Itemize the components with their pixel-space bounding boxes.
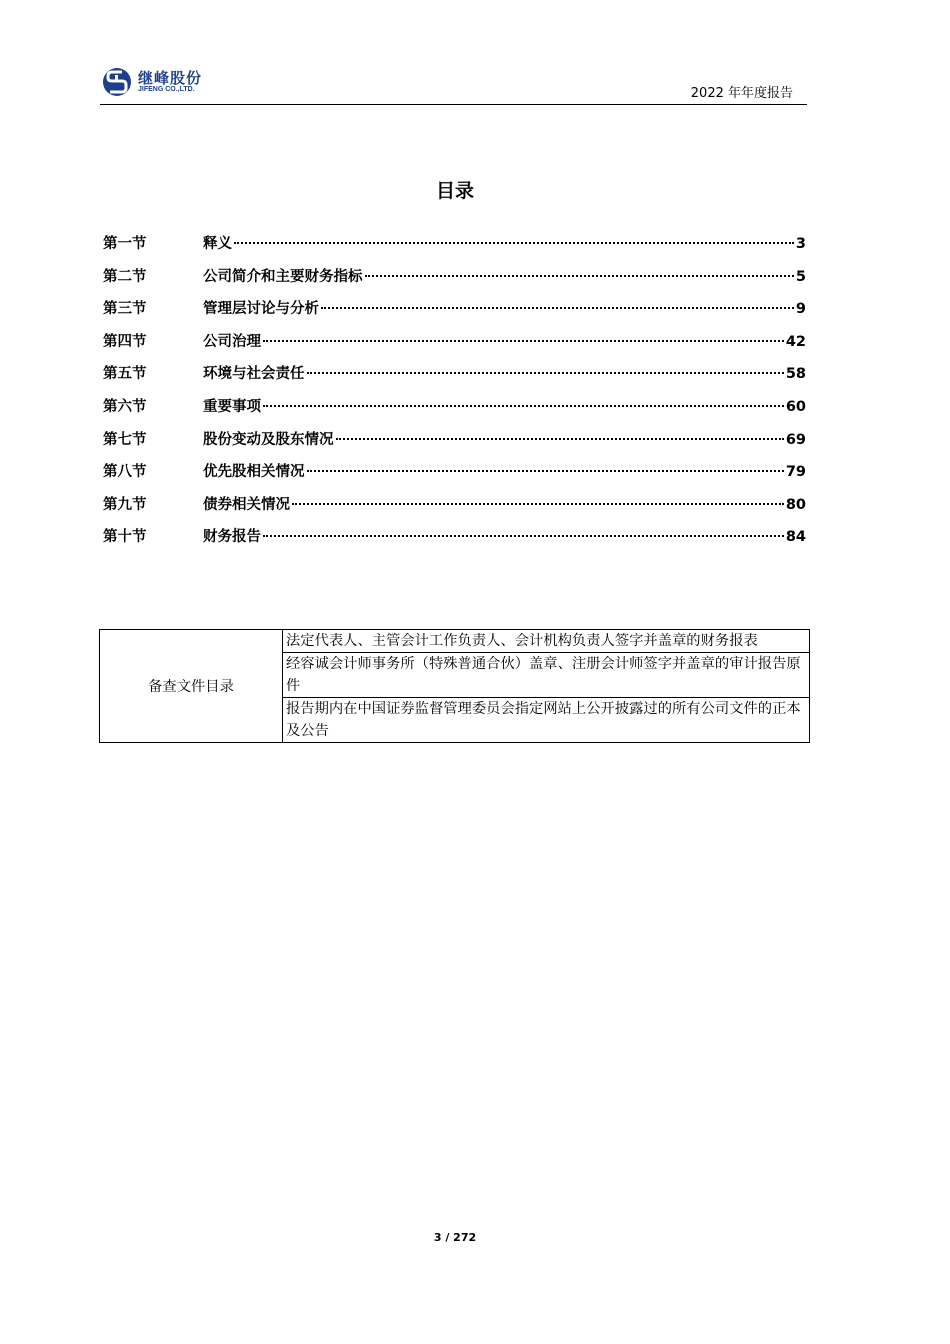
toc-section-number: 第一节: [103, 236, 147, 252]
toc-entry[interactable]: [103, 525, 806, 558]
page-number: 3 / 272: [433, 1231, 477, 1244]
logo-chinese-name: 继峰股份: [138, 69, 203, 87]
toc-section-name: 股份变动及股东情况: [203, 431, 334, 448]
toc-section-number: 第十节: [103, 529, 147, 546]
toc-page-number: 69: [785, 431, 806, 448]
toc-page-number: 60: [785, 398, 806, 415]
toc-leader-dots: [292, 503, 784, 505]
toc-page-number: 42: [785, 333, 806, 350]
toc-section-name: 管理层讨论与分析: [203, 301, 319, 318]
toc-page-number: 58: [785, 366, 806, 383]
reference-documents-table: [99, 629, 810, 743]
toc-section-name: 环境与社会责任: [203, 366, 305, 383]
report-title: 2022 年年度报告: [690, 86, 793, 101]
toc-leader-dots: [336, 438, 784, 440]
toc-page-number: 3: [795, 236, 806, 252]
toc-leader-dots: [307, 470, 784, 472]
toc-section-number: 第五节: [103, 366, 147, 383]
toc-leader-dots: [307, 372, 784, 374]
toc-section-name: 公司治理: [203, 333, 261, 350]
toc-title: 目录: [435, 180, 474, 202]
toc-entry[interactable]: [103, 265, 806, 298]
toc-section-number: 第四节: [103, 333, 147, 350]
toc-section-name: 公司简介和主要财务指标: [203, 268, 363, 285]
toc-section-number: 第二节: [103, 268, 147, 285]
toc-leader-dots: [234, 242, 794, 244]
toc-page-number: 9: [795, 301, 806, 318]
toc-section-number: 第七节: [103, 431, 147, 448]
toc-entry[interactable]: [103, 395, 806, 428]
reference-document-item: 报告期内在中国证券监督管理委员会指定网站上公开披露过的所有公司文件的正本及公告: [283, 698, 810, 743]
toc-leader-dots: [263, 535, 784, 537]
logo-english-name: JIFENG CO.,LTD.: [138, 86, 195, 93]
toc-section-name: 优先股相关情况: [203, 464, 305, 481]
toc-section-number: 第九节: [103, 496, 147, 513]
reference-document-item: 经容诚会计师事务所（特殊普通合伙）盖章、注册会计师签字并盖章的审计报告原件: [283, 653, 810, 698]
toc-section-name: 释义: [203, 236, 232, 252]
toc-page-number: 84: [785, 529, 806, 546]
toc-section-name: 债券相关情况: [203, 496, 290, 513]
toc-leader-dots: [321, 307, 794, 309]
toc-section-name: 重要事项: [203, 398, 261, 415]
toc-entry[interactable]: [103, 428, 806, 461]
reference-documents-label: 备查文件目录: [100, 630, 283, 743]
toc-entry[interactable]: [103, 297, 806, 330]
jifeng-logo-icon: [102, 66, 132, 98]
toc-entry[interactable]: [103, 493, 806, 526]
toc-leader-dots: [365, 275, 794, 277]
toc-leader-dots: [263, 405, 784, 407]
toc-page-number: 5: [795, 268, 806, 285]
toc-page-number: 80: [785, 496, 806, 513]
toc-leader-dots: [263, 340, 784, 342]
toc-entry[interactable]: [103, 330, 806, 363]
company-logo: [102, 66, 222, 100]
toc-entry[interactable]: [103, 362, 806, 395]
toc-entry[interactable]: [103, 460, 806, 493]
toc-section-number: 第八节: [103, 464, 147, 481]
toc-entry[interactable]: [103, 232, 806, 265]
toc-section-number: 第三节: [103, 301, 147, 318]
page-header: [100, 64, 807, 105]
toc-section-number: 第六节: [103, 398, 147, 415]
toc-section-name: 财务报告: [203, 529, 261, 546]
table-of-contents: [103, 232, 806, 558]
table-row: [100, 630, 810, 653]
toc-page-number: 79: [785, 464, 806, 481]
reference-document-item: 法定代表人、主管会计工作负责人、会计机构负责人签字并盖章的财务报表: [283, 630, 810, 653]
